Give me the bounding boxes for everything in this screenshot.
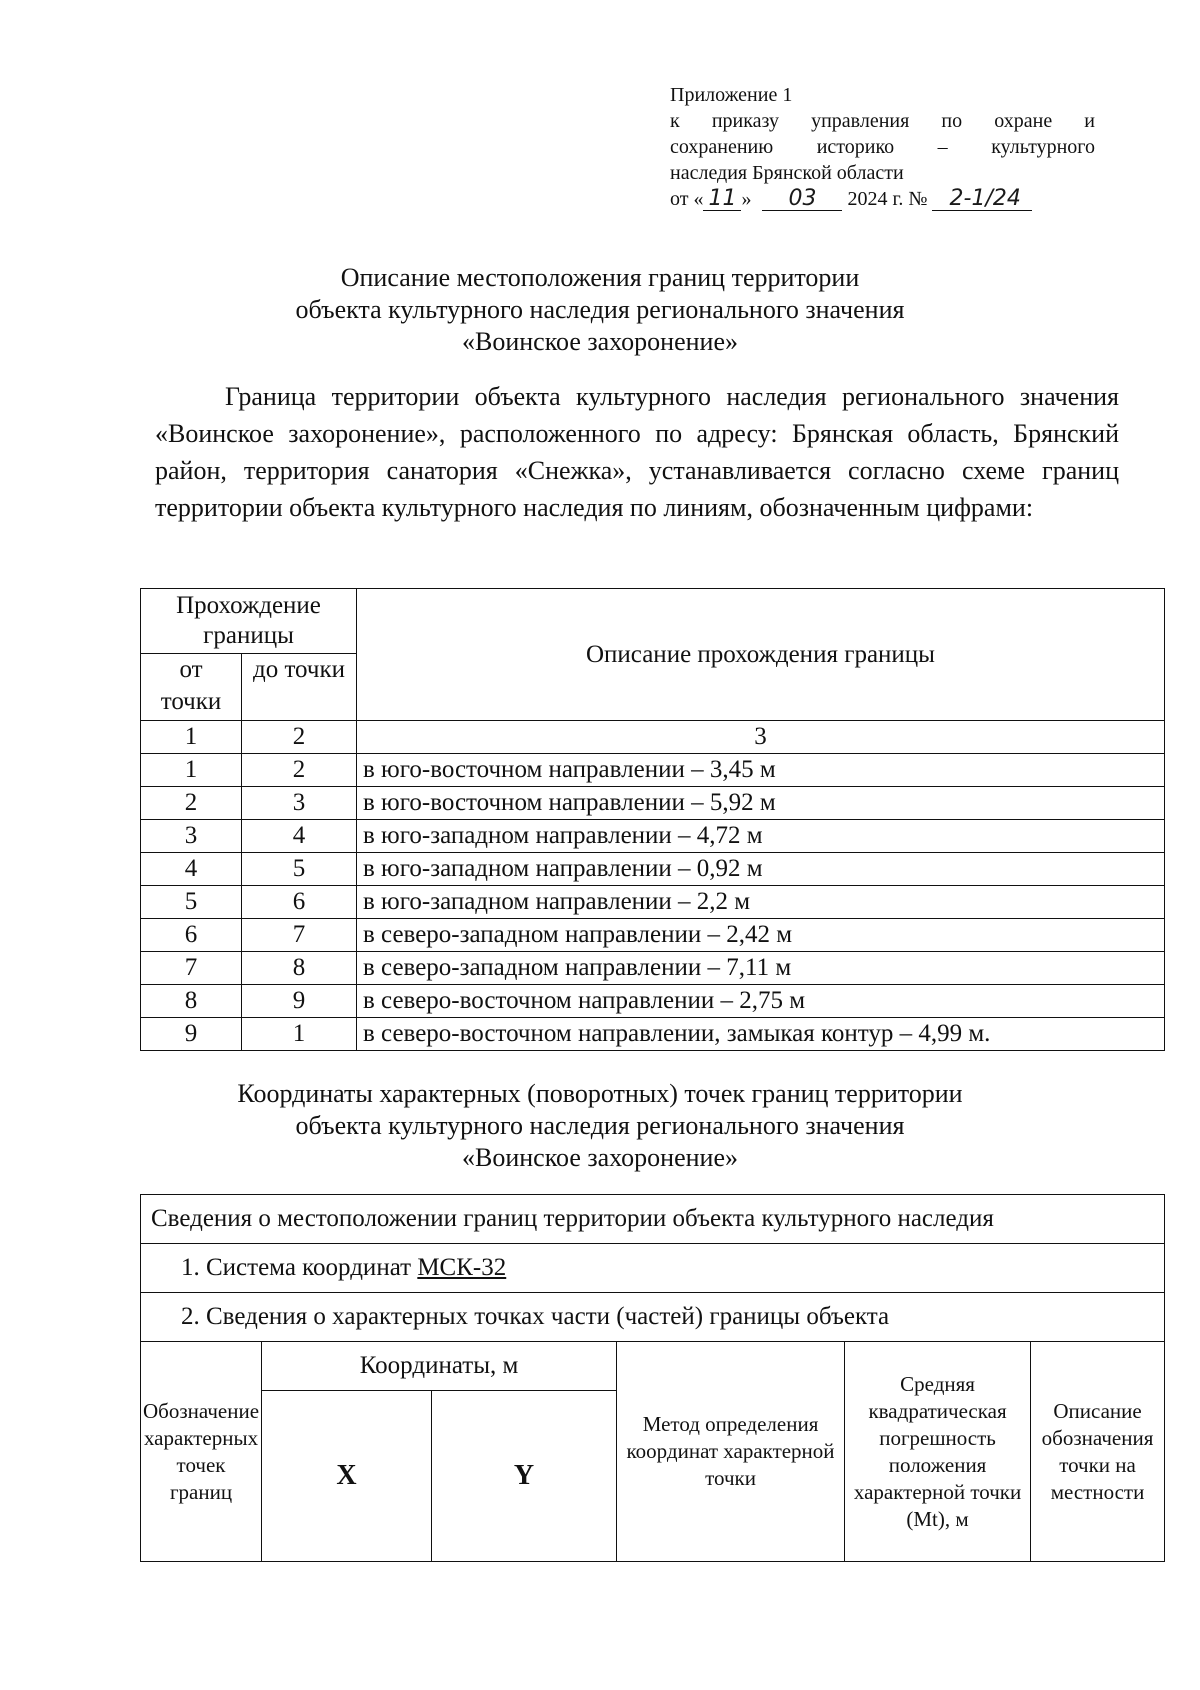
segment-description: в юго-западном направлении – 2,2 м [357,886,1165,919]
segment-description: в северо-восточном направлении – 2,75 м [357,985,1165,1018]
coordinates-title [0,1078,1200,1174]
header-boundary-description: Описание прохождения границы [357,589,1165,721]
table-row [141,754,1165,787]
table-row [141,886,1165,919]
description-title [0,262,1200,358]
header-to-point: до точки [242,654,357,721]
from-point: 7 [141,952,242,985]
handwritten-day: 11 [703,188,741,211]
table-row [141,787,1165,820]
description-title-line-1: Описание местоположения границ территории [340,263,860,292]
segment-description: в юго-восточном направлении – 5,92 м [357,787,1165,820]
segment-description: в юго-западном направлении – 0,92 м [357,853,1165,886]
handwritten-month: 03 [762,188,842,211]
to-point: 8 [242,952,357,985]
year-text: 2024 г. № [847,188,928,210]
header-mean-error: Средняя квадратическая погрешность положения характерной точки (Mt), м [845,1342,1031,1562]
to-point: 2 [242,754,357,787]
to-point: 5 [242,853,357,886]
table-row [141,853,1165,886]
coordinate-system-row [141,1244,1165,1293]
description-title-line-3: «Воинское захоронение» [461,327,739,356]
boundary-table [140,588,1165,1051]
segment-description: в юго-западном направлении – 4,72 м [357,820,1165,853]
header-y: Y [432,1391,617,1562]
column-number-2: 2 [242,721,357,754]
table-row [141,1018,1165,1051]
appendix-authority-line: сохранению историко – культурного [670,136,1095,158]
header-method: Метод определения координат характерной точки [617,1342,845,1562]
location-info-header: Сведения о местоположении границ территории объекта культурного наследия [141,1195,1165,1244]
segment-description: в северо-западном направлении – 2,42 м [357,919,1165,952]
from-point: 4 [141,853,242,886]
from-point: 5 [141,886,242,919]
segment-description: в северо-западном направлении – 7,11 м [357,952,1165,985]
table-row [141,985,1165,1018]
to-point: 1 [242,1018,357,1051]
header-point-description: Описание обозначения точки на местности [1031,1342,1165,1562]
date-mid: » [741,188,752,210]
column-number-3: 3 [357,721,1165,754]
to-point: 9 [242,985,357,1018]
coordinates-title-line-2: объекта культурного наследия регионального значения [295,1111,905,1140]
table-row [141,952,1165,985]
appendix-order-line: к приказу управления по охране и [670,110,1095,132]
column-number-1: 1 [141,721,242,754]
segment-description: в северо-восточном направлении, замыкая контур – 4,99 м. [357,1018,1165,1051]
table-row [141,919,1165,952]
from-point: 6 [141,919,242,952]
coordinate-system-value: МСК-32 [417,1254,507,1281]
appendix-block [670,82,1095,212]
to-point: 3 [242,787,357,820]
header-from-point: от точки [141,654,242,721]
header-coordinates: Координаты, м [262,1342,617,1391]
appendix-title: Приложение 1 [670,84,793,106]
coordinates-title-line-1: Координаты характерных (поворотных) точек границ территории [237,1079,963,1108]
header-point-designation: Обозначение характерных точек границ [141,1342,262,1562]
points-info-header: 2. Сведения о характерных точках части (частей) границы объекта [141,1293,1165,1342]
from-point: 8 [141,985,242,1018]
to-point: 6 [242,886,357,919]
to-point: 7 [242,919,357,952]
header-x: X [262,1391,432,1562]
coordinate-system-label: 1. Система координат [181,1254,412,1281]
from-point: 1 [141,754,242,787]
handwritten-order-number: 2-1/24 [932,188,1032,211]
from-point: 9 [141,1018,242,1051]
table-row [141,820,1165,853]
coordinates-table [140,1194,1165,1562]
description-title-line-2: объекта культурного наследия регионального значения [295,295,905,324]
from-point: 3 [141,820,242,853]
coordinates-title-line-3: «Воинское захоронение» [461,1143,739,1172]
date-prefix: от « [670,188,704,210]
from-point: 2 [141,787,242,820]
appendix-date-line [670,186,1095,212]
to-point: 4 [242,820,357,853]
appendix-region-line: наследия Брянской области [670,162,904,184]
intro-paragraph: Граница территории объекта культурного наследия регионального значения «Воинское захоронение», расположенного по адресу: Брянская область, Брянский район, территория санатория «Снежка», устанавливается согласно схеме границ территории объекта культурного наследия по линиям, обозначенным цифрами: [155,382,1119,522]
header-boundary-passage: Прохождение границы [141,589,357,654]
segment-description: в юго-восточном направлении – 3,45 м [357,754,1165,787]
